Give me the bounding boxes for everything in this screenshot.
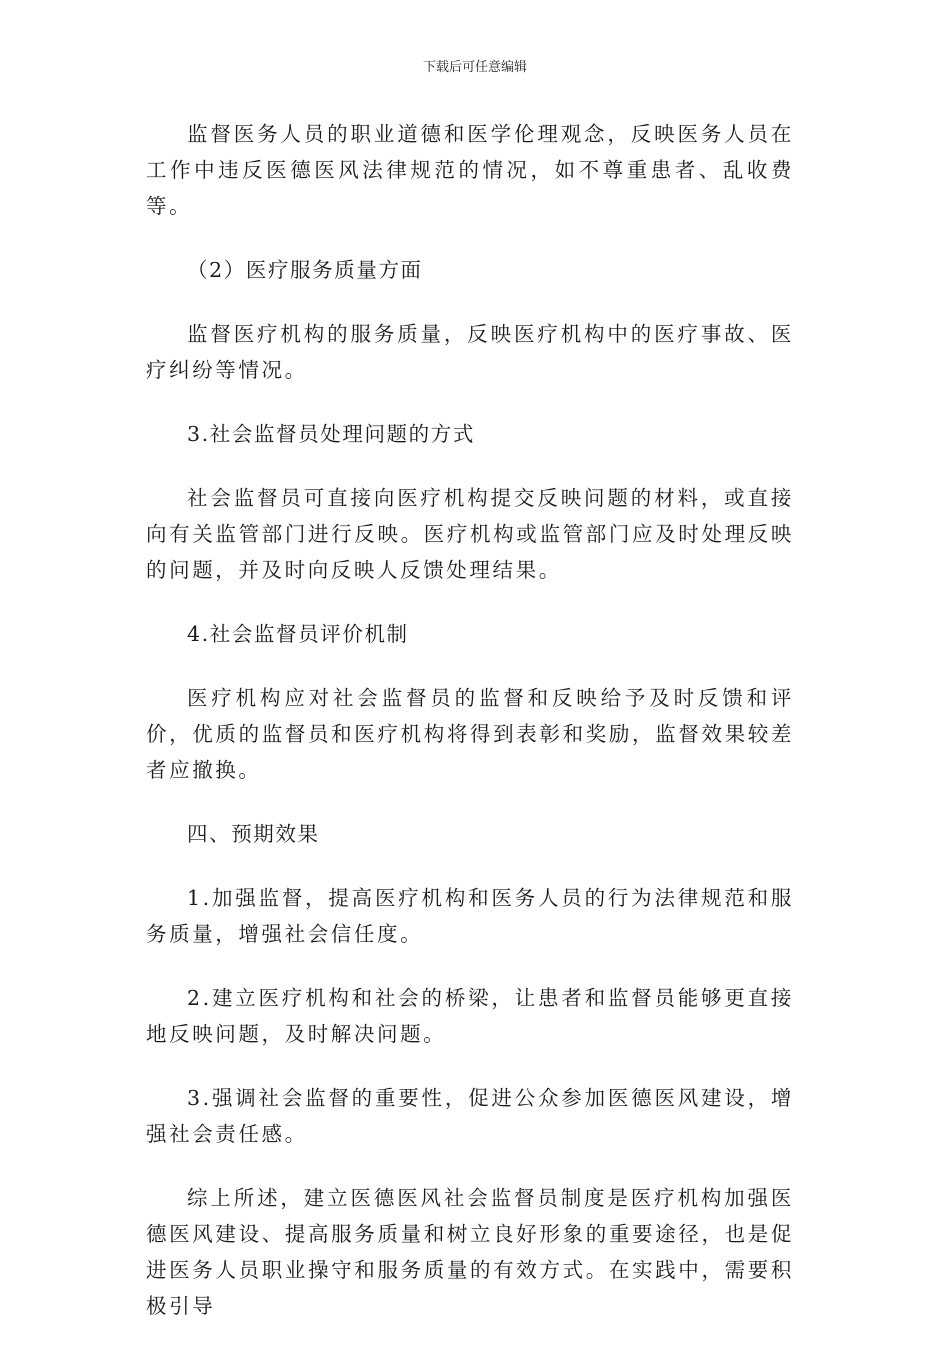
paragraph-evaluation: 医疗机构应对社会监督员的监督和反映给予及时反馈和评价，优质的监督员和医疗机构将得到表彰和奖励，监督效果较差者应撤换。	[146, 686, 794, 782]
paragraph-effect-1: 1.加强监督，提高医疗机构和医务人员的行为法律规范和服务质量，增强社会信任度。	[146, 886, 794, 946]
section-heading-handling-method: 3.社会监督员处理问题的方式	[187, 422, 475, 446]
paragraph-effect-3: 3.强调社会监督的重要性，促进公众参加医德医风建设，增强社会责任感。	[146, 1086, 794, 1146]
paragraph-effect-2: 2.建立医疗机构和社会的桥梁，让患者和监督员能够更直接地反映问题，及时解决问题。	[146, 986, 794, 1046]
paragraph-service-quality: 监督医疗机构的服务质量，反映医疗机构中的医疗事故、医疗纠纷等情况。	[146, 322, 794, 382]
section-heading-evaluation: 4.社会监督员评价机制	[187, 622, 409, 646]
paragraph-ethics-supervision: 监督医务人员的职业道德和医学伦理观念，反映医务人员在工作中违反医德医风法律规范的情况，如不尊重患者、乱收费等。	[146, 122, 794, 218]
paragraph-handling-method: 社会监督员可直接向医疗机构提交反映问题的材料，或直接向有关监管部门进行反映。医疗机构或监管部门应及时处理反映的问题，并及时向反映人反馈处理结果。	[146, 486, 794, 582]
page-header: 下载后可任意编辑	[422, 60, 527, 75]
paragraph-summary: 综上所述，建立医德医风社会监督员制度是医疗机构加强医德医风建设、提高服务质量和树立良好形象的重要途径，也是促进医务人员职业操守和服务质量的有效方式。在实践中，需要积极引导	[146, 1186, 794, 1318]
section-heading-service-quality: （2）医疗服务质量方面	[187, 258, 423, 282]
section-heading-expected-effects: 四、预期效果	[187, 822, 320, 846]
document-body	[146, 116, 794, 1352]
